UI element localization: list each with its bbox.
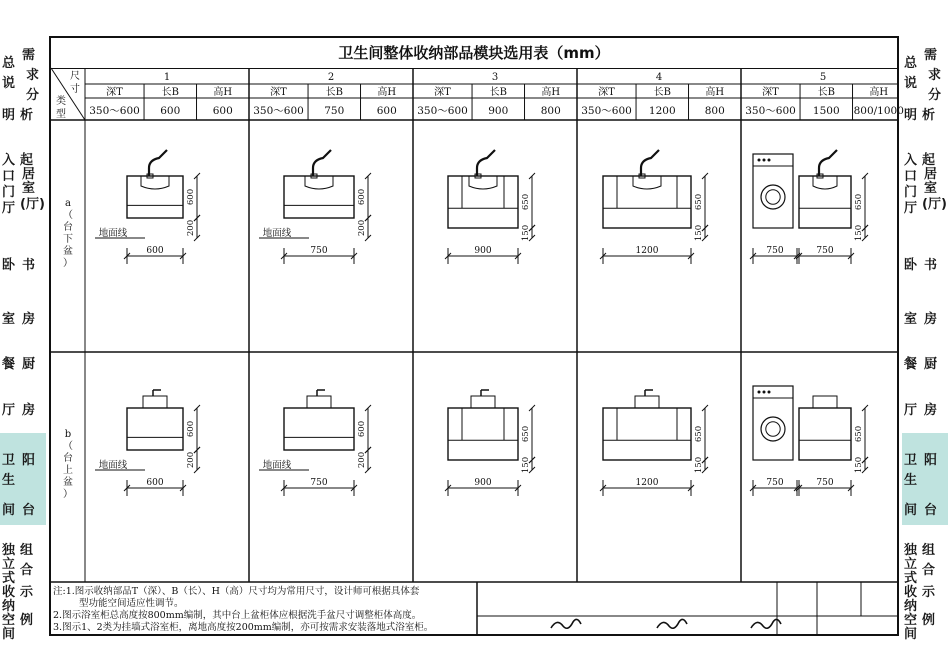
type-label-char: 型	[56, 109, 66, 120]
right-side-nav	[902, 36, 948, 642]
side-tab-char: 说	[2, 76, 16, 91]
side-tab-char: 室	[22, 181, 36, 196]
cabinet-body	[799, 176, 851, 228]
dim-header: 深T	[434, 87, 451, 98]
dim-label: 650	[521, 193, 531, 211]
basin-icon	[307, 396, 331, 408]
basin-icon	[469, 176, 497, 189]
side-tab-char: 入	[904, 153, 918, 168]
signature-icon	[657, 619, 687, 628]
dim-label: 750	[816, 478, 834, 488]
faucet-icon	[819, 150, 837, 176]
drawing-sheet	[49, 36, 904, 636]
side-tab-char: 纳	[904, 599, 918, 614]
side-tab-char: 合	[20, 563, 34, 578]
row-type-label-char: 下	[63, 234, 73, 245]
side-tab-char: 式	[904, 571, 918, 586]
side-tab-char: 厅	[2, 201, 16, 216]
washer-knob-icon	[758, 391, 761, 394]
ground-line-label: 地面线	[262, 460, 292, 471]
side-tab-overview[interactable]	[902, 36, 948, 128]
side-tab-char: 书	[22, 258, 36, 273]
dim-label: 200	[186, 219, 196, 237]
dim-label: 600	[186, 188, 196, 206]
side-tab-char: 餐	[904, 357, 918, 372]
faucet-icon	[477, 150, 495, 176]
side-tab-storage[interactable]	[902, 539, 948, 642]
table-title: 卫生间整体收纳部品模块选用表（mm）	[51, 38, 897, 69]
washing-machine-icon	[753, 386, 793, 460]
note-line: 型功能空间适应性调节。	[79, 598, 184, 609]
dim-label: 900	[474, 478, 492, 488]
dim-label: 200	[186, 451, 196, 469]
side-tab-entry[interactable]	[0, 153, 46, 233]
row-type-label-char: ）	[63, 489, 73, 500]
side-tab-char: 起	[922, 153, 936, 168]
side-tab-char: 析	[922, 108, 936, 123]
dim-value: 600	[160, 105, 181, 117]
side-tab-char: 独	[904, 543, 918, 558]
dim-label: 650	[854, 425, 864, 443]
cabinet-body	[603, 176, 691, 228]
row-type-label-char: 上	[63, 465, 73, 476]
side-tab-char: 房	[924, 403, 938, 418]
dim-header: 高H	[377, 87, 397, 98]
cabinet-body	[284, 408, 354, 450]
dim-header: 深T	[106, 87, 123, 98]
dim-label: 150	[854, 224, 864, 242]
dim-header: 长B	[325, 87, 343, 98]
side-tab-char: 阳	[924, 453, 938, 468]
row-type-label-char: 台	[63, 453, 73, 464]
side-tab-char: 厅	[904, 201, 918, 216]
side-tab-char: 示	[922, 585, 936, 600]
side-tab-char: 间	[2, 627, 16, 642]
side-tab-char: 组	[20, 543, 34, 558]
group-number: 1	[163, 72, 171, 83]
basin-icon	[471, 396, 495, 408]
dim-label: 150	[854, 456, 864, 474]
basin-icon	[635, 396, 659, 408]
note-line: 3.图示1、2类为挂墙式浴室柜，离地高度按200mm编制，亦可按需求安装落地式浴室柜。	[53, 622, 434, 633]
side-tab-char: 生	[2, 473, 16, 488]
washer-knob-icon	[763, 159, 766, 162]
side-tab-char: 厅	[2, 403, 16, 418]
side-tab-char: 入	[2, 153, 16, 168]
side-tab-char: 求	[928, 68, 942, 83]
basin-icon	[633, 176, 661, 189]
table-grid	[51, 38, 904, 634]
note-line: 2.图示浴室柜总高度按800mm编制，其中台上盆柜体应根据洗手盆尺寸调整柜体高度。	[53, 610, 422, 621]
washer-door-icon	[761, 417, 785, 441]
washer-drum-icon	[766, 422, 780, 436]
side-tab-char: 分	[26, 88, 40, 103]
dim-label: 200	[357, 219, 367, 237]
dim-header: 深T	[598, 87, 615, 98]
row-type-label-char: 盆	[63, 477, 73, 488]
side-tab-char: 说	[904, 76, 918, 91]
side-tab-char: 卫	[904, 453, 918, 468]
faucet-icon	[641, 150, 659, 176]
faucet-icon	[313, 150, 331, 176]
side-tab-char: 组	[922, 543, 936, 558]
row-type-label-char: （	[63, 210, 73, 221]
dim-label: 750	[816, 246, 834, 256]
row-type-label-char: b	[64, 429, 72, 440]
side-tab-kitchen[interactable]	[902, 351, 948, 421]
washing-machine-icon	[753, 154, 793, 228]
side-tab-bath[interactable]	[0, 433, 46, 525]
dim-value: 750	[324, 105, 345, 117]
side-tab-char: 需	[924, 48, 938, 63]
row-type-label-char: （	[63, 441, 73, 452]
cabinet-body	[448, 408, 518, 460]
dim-label: 600	[357, 420, 367, 438]
side-tab-char: 求	[26, 68, 40, 83]
dim-header: 长B	[817, 87, 835, 98]
basin-icon	[141, 176, 169, 189]
dim-header: 高H	[705, 87, 725, 98]
dim-value: 900	[488, 105, 509, 117]
dim-label: 750	[766, 246, 784, 256]
dim-header: 高H	[869, 87, 889, 98]
side-tab-bed[interactable]	[0, 252, 46, 327]
side-tab-char: 厨	[924, 357, 938, 372]
dim-label: 150	[521, 224, 531, 242]
dim-value: 350～600	[745, 105, 796, 117]
left-side-nav	[0, 36, 46, 642]
dim-header: 长B	[489, 87, 507, 98]
faucet-icon	[149, 150, 167, 176]
side-tab-char: 卧	[904, 258, 918, 273]
dim-header: 高H	[213, 87, 233, 98]
side-tab-char: 室	[904, 312, 918, 327]
side-tab-char: 生	[904, 473, 918, 488]
dim-label: 200	[357, 451, 367, 469]
side-tab-char: 立	[904, 557, 918, 572]
dim-label: 650	[694, 193, 704, 211]
side-tab-char: 明	[2, 108, 16, 123]
dim-label: 750	[766, 478, 784, 488]
row-type-label-char: a	[65, 198, 71, 209]
dim-value: 1200	[648, 105, 676, 117]
washer-knob-icon	[768, 159, 771, 162]
dim-value: 800/1000	[853, 105, 904, 117]
size-label-char: 尺	[70, 71, 80, 82]
dim-header: 深T	[270, 87, 287, 98]
washer-knob-icon	[758, 159, 761, 162]
side-tab-char: 室	[2, 312, 16, 327]
side-tab-char: 房	[924, 312, 938, 327]
side-tab-char: 独	[2, 543, 16, 558]
dim-value: 800	[704, 105, 725, 117]
type-label-char: 类	[56, 96, 66, 107]
dim-label: 600	[146, 478, 164, 488]
dim-value: 600	[376, 105, 397, 117]
side-tab-char: 口	[2, 169, 16, 184]
side-tab-char: 卫	[2, 453, 16, 468]
dim-header: 高H	[541, 87, 561, 98]
side-tab-char: 示	[20, 585, 34, 600]
side-tab-char: 收	[2, 585, 16, 600]
side-tab-char: 起	[20, 153, 34, 168]
dim-header: 长B	[161, 87, 179, 98]
side-tab-char: 室	[924, 181, 938, 196]
dim-label: 150	[694, 456, 704, 474]
side-tab-char: 书	[924, 258, 938, 273]
side-tab-char: 间	[904, 503, 918, 518]
side-tab-char: 居	[22, 167, 36, 182]
side-tab-entry[interactable]	[902, 153, 948, 233]
side-tab-char: 间	[904, 627, 918, 642]
size-label-char: 寸	[70, 84, 80, 95]
dim-value: 350～600	[253, 105, 304, 117]
side-tab-bed[interactable]	[902, 252, 948, 327]
ground-line-label: 地面线	[98, 460, 128, 471]
side-tab-char: 合	[922, 563, 936, 578]
side-tab-char: 门	[904, 185, 918, 200]
dim-label: 650	[521, 425, 531, 443]
cabinet-body	[284, 176, 354, 218]
side-tab-char: (厅)	[20, 197, 45, 212]
side-tab-char: 总	[2, 56, 16, 71]
washer-knob-icon	[763, 391, 766, 394]
dim-value: 600	[212, 105, 233, 117]
side-tab-char: 卧	[2, 258, 16, 273]
group-number: 4	[655, 72, 663, 83]
note-line: 注:1.图示收纳部品T（深）、B（长）、H（高）尺寸均为常用尺寸，设计师可根据具体套	[53, 586, 420, 597]
side-tab-char: 例	[20, 613, 34, 628]
side-tab-char: 居	[924, 167, 938, 182]
side-tab-char: 收	[904, 585, 918, 600]
side-tab-char: 房	[22, 403, 36, 418]
washer-drum-icon	[766, 190, 780, 204]
side-tab-char: 空	[2, 613, 16, 628]
dim-label: 150	[694, 224, 704, 242]
dim-label: 750	[310, 478, 328, 488]
side-tab-char: 台	[22, 503, 36, 518]
group-number: 2	[327, 72, 335, 83]
dim-value: 800	[540, 105, 561, 117]
washer-knob-icon	[768, 391, 771, 394]
basin-icon	[305, 176, 333, 189]
dim-label: 1200	[635, 478, 659, 488]
dim-value: 350～600	[89, 105, 140, 117]
dim-value: 350～600	[581, 105, 632, 117]
group-number: 5	[819, 72, 827, 83]
row-type-label-char: ）	[63, 258, 73, 269]
side-tab-char: 阳	[22, 453, 36, 468]
side-tab-char: 需	[22, 48, 36, 63]
side-tab-char: 式	[2, 571, 16, 586]
row-type-label-char: 盆	[63, 246, 73, 257]
side-tab-kitchen[interactable]	[0, 351, 46, 421]
dim-label: 600	[186, 420, 196, 438]
dim-label: 1200	[635, 246, 659, 256]
dim-label: 900	[474, 246, 492, 256]
dim-label: 650	[694, 425, 704, 443]
side-tab-char: 台	[924, 503, 938, 518]
side-tab-char: 立	[2, 557, 16, 572]
washer-door-icon	[761, 185, 785, 209]
side-tab-char: 口	[904, 169, 918, 184]
dim-header: 深T	[762, 87, 779, 98]
basin-icon	[143, 396, 167, 408]
side-tab-char: 纳	[2, 599, 16, 614]
side-tab-char: 总	[904, 56, 918, 71]
cabinet-body	[127, 408, 183, 450]
ground-line-label: 地面线	[262, 228, 292, 239]
side-tab-char: 门	[2, 185, 16, 200]
row-type-label-char: 台	[63, 222, 73, 233]
side-tab-storage[interactable]	[0, 539, 46, 642]
side-tab-bath[interactable]	[902, 433, 948, 525]
dim-value: 1500	[812, 105, 840, 117]
cabinet-body	[603, 408, 691, 460]
side-tab-char: 明	[904, 108, 918, 123]
signature-icon	[551, 619, 581, 628]
dim-label: 750	[310, 246, 328, 256]
dim-label: 150	[521, 456, 531, 474]
side-tab-char: 析	[20, 108, 34, 123]
cabinet-body	[127, 176, 183, 218]
side-tab-char: 例	[922, 613, 936, 628]
dim-label: 600	[357, 188, 367, 206]
group-number: 3	[491, 72, 499, 83]
side-tab-char: 分	[928, 88, 942, 103]
side-tab-char: 厅	[904, 403, 918, 418]
dim-label: 600	[146, 246, 164, 256]
side-tab-char: 空	[904, 613, 918, 628]
side-tab-char: 厨	[22, 357, 36, 372]
basin-icon	[813, 396, 837, 408]
side-tab-char: 餐	[2, 357, 16, 372]
cabinet-body	[448, 176, 518, 228]
dim-label: 650	[854, 193, 864, 211]
cabinet-body	[799, 408, 851, 460]
dim-header: 长B	[653, 87, 671, 98]
side-tab-overview[interactable]	[0, 36, 46, 128]
side-tab-char: (厅)	[922, 197, 947, 212]
dim-value: 350～600	[417, 105, 468, 117]
side-tab-char: 间	[2, 503, 16, 518]
ground-line-label: 地面线	[98, 228, 128, 239]
side-tab-char: 房	[22, 312, 36, 327]
